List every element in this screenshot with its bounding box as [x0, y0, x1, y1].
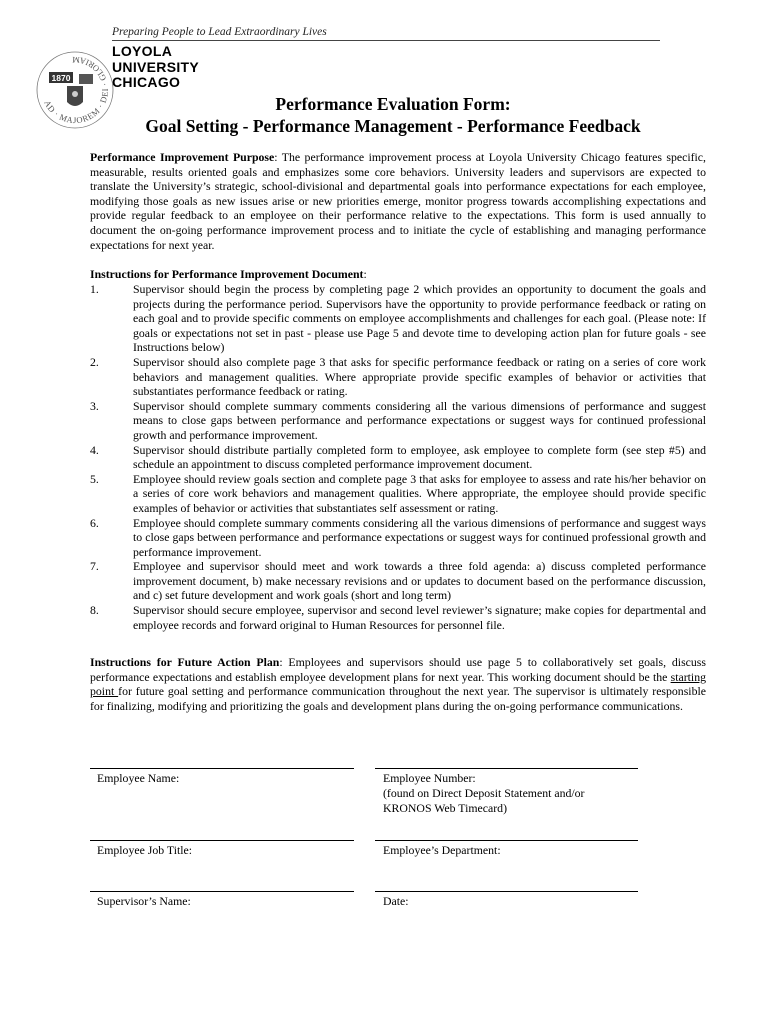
list-item: [90, 472, 706, 516]
date-label: Date:: [383, 894, 409, 908]
supervisor-name-line[interactable]: [90, 891, 354, 892]
logo-line-2: UNIVERSITY: [112, 58, 200, 75]
list-item-number: 5.: [90, 471, 99, 486]
instructions-heading-colon: :: [363, 267, 367, 281]
job-title-line[interactable]: [90, 840, 354, 841]
form-title: Performance Evaluation Form:: [275, 94, 511, 114]
tagline: Preparing People to Lead Extraordinary Lives: [112, 26, 327, 38]
logo-line-3: CHICAGO: [112, 74, 181, 90]
department-line[interactable]: [375, 840, 638, 841]
list-item: [90, 559, 706, 603]
future-action-label: Instructions for Future Action Plan: [90, 655, 280, 669]
list-item: [90, 603, 706, 632]
employee-number-line[interactable]: [375, 768, 638, 769]
list-item-text: Employee should review goals section and complete page 3 that asks for employee to assess and rate his/her behavior on a series of core work behaviors and management qualities. Where appropriate, the employee should provide specific examples of behavior or activities that substantiates self assessment or rating.: [133, 471, 706, 515]
list-item-number: 4.: [90, 442, 99, 457]
header-rule: [112, 40, 660, 41]
job-title-label: Employee Job Title:: [97, 843, 193, 857]
list-item: [90, 399, 706, 443]
purpose-label: Performance Improvement Purpose: [90, 150, 275, 164]
list-item-number: 8.: [90, 603, 99, 618]
list-item: [90, 516, 706, 560]
future-action-underlined: starting point: [90, 669, 706, 699]
list-item-text: Supervisor should also complete page 3 that asks for specific performance feedback or rating on a series of core work behaviors and management qualities. Where appropriate provide specific examples of behavior or activities that substantiates performance feedback or rating.: [133, 354, 706, 399]
future-action-text-a: : Employees and supervisors should use page 5 to collaboratively set goals, discuss performance expectations and establish employee development plans for next year. This working document should be the: [90, 655, 706, 684]
logo-line-1: LOYOLA: [112, 43, 173, 59]
list-item-text: Supervisor should complete summary comments considering all the various dimensions of performance and suggest means to close gaps between performance and performance expectations or suggest ways for continued professional growth and performance improvement.: [133, 398, 706, 442]
instructions-heading: [90, 267, 706, 282]
future-action-paragraph: [90, 655, 706, 713]
list-item-number: 3.: [90, 398, 99, 413]
list-item: [90, 282, 706, 355]
list-item-text: Employee and supervisor should meet and work towards a three fold agenda: a) discuss completed performance improvement document, b) make necessary revisions and or updates to document based on the performance discussion, and c) set future development and work goals (short and long term): [133, 559, 706, 603]
list-item-text: Supervisor should begin the process by completing page 2 which provides an opportunity to document the goals and projects during the performance period. Supervisors have the opportunity to provide performance feedback or rating on each goal and to provide specific comments on employee accomplishments and challenges for each goal. (Please note: If goals or expectations not set in past - please use Page 5 and devote time to developing action plan for future goals - see Instructions below): [133, 282, 706, 355]
seal-year: 1870: [51, 73, 71, 83]
employee-name-line[interactable]: [90, 768, 354, 769]
future-action-text-b: for future goal setting and performance communication throughout the next year. The supervisor is ultimately responsible for finalizing, modifying and prioritizing the goals and development plans during the on-going performance communications.: [90, 684, 706, 713]
employee-number-label: Employee Number:: [383, 771, 476, 785]
list-item: [90, 443, 706, 472]
list-item: [90, 355, 706, 399]
employee-number-note-1: (found on Direct Deposit Statement and/or: [383, 786, 585, 800]
employee-number-note-2: KRONOS Web Timecard): [383, 801, 508, 815]
list-item-text: Supervisor should distribute partially completed form to employee, ask employee to complete form (see step #5) and schedule an appointment to discuss completed performance improvement document.: [133, 442, 706, 472]
list-item-text: Employee should complete summary comments considering all the various dimensions of performance and suggest ways to close gaps between performance and performance expectations or suggest ways for continued professional growth and performance improvement.: [133, 515, 706, 559]
list-item-text: Supervisor should secure employee, supervisor and second level reviewer’s signature; make copies for departmental and employee records and forward original to Human Resources for personnel file.: [133, 603, 706, 632]
form-subtitle: Goal Setting - Performance Management - Performance Feedback: [145, 116, 641, 136]
list-item-number: 7.: [90, 559, 99, 574]
list-item-number: 6.: [90, 515, 99, 530]
purpose-paragraph: [90, 150, 706, 252]
list-item-number: 1.: [90, 282, 99, 296]
supervisor-name-label: Supervisor’s Name:: [97, 894, 191, 908]
list-item-number: 2.: [90, 354, 99, 369]
purpose-text: : The performance improvement process at Loyola University Chicago features specific, measurable, results oriented goals and emphasizes some core behaviors. University leaders and supervisors are expected to translate the University’s strategic, school-divisional and departmental goals into performance expectations for each employee, modifying those goals as new issues arise or new priorities emerge, monitor progress towards accomplishing expectations and provide regular feedback to an employee on their performance relative to the expectations. This form is used annually to document the on-going performance improvement process and to initiate the cycle of establishing and managing performance expectations for next year.: [90, 150, 706, 252]
department-label: Employee’s Department:: [383, 843, 501, 857]
instructions-list: [90, 282, 706, 632]
university-logo-text: [112, 44, 199, 91]
date-line[interactable]: [375, 891, 638, 892]
employee-name-label: Employee Name:: [97, 771, 180, 785]
seal-motto: AD · MAJOREM · DEI · GLORIAM: [42, 54, 111, 126]
instructions-heading-label: Instructions for Performance Improvement Document: [90, 267, 364, 281]
